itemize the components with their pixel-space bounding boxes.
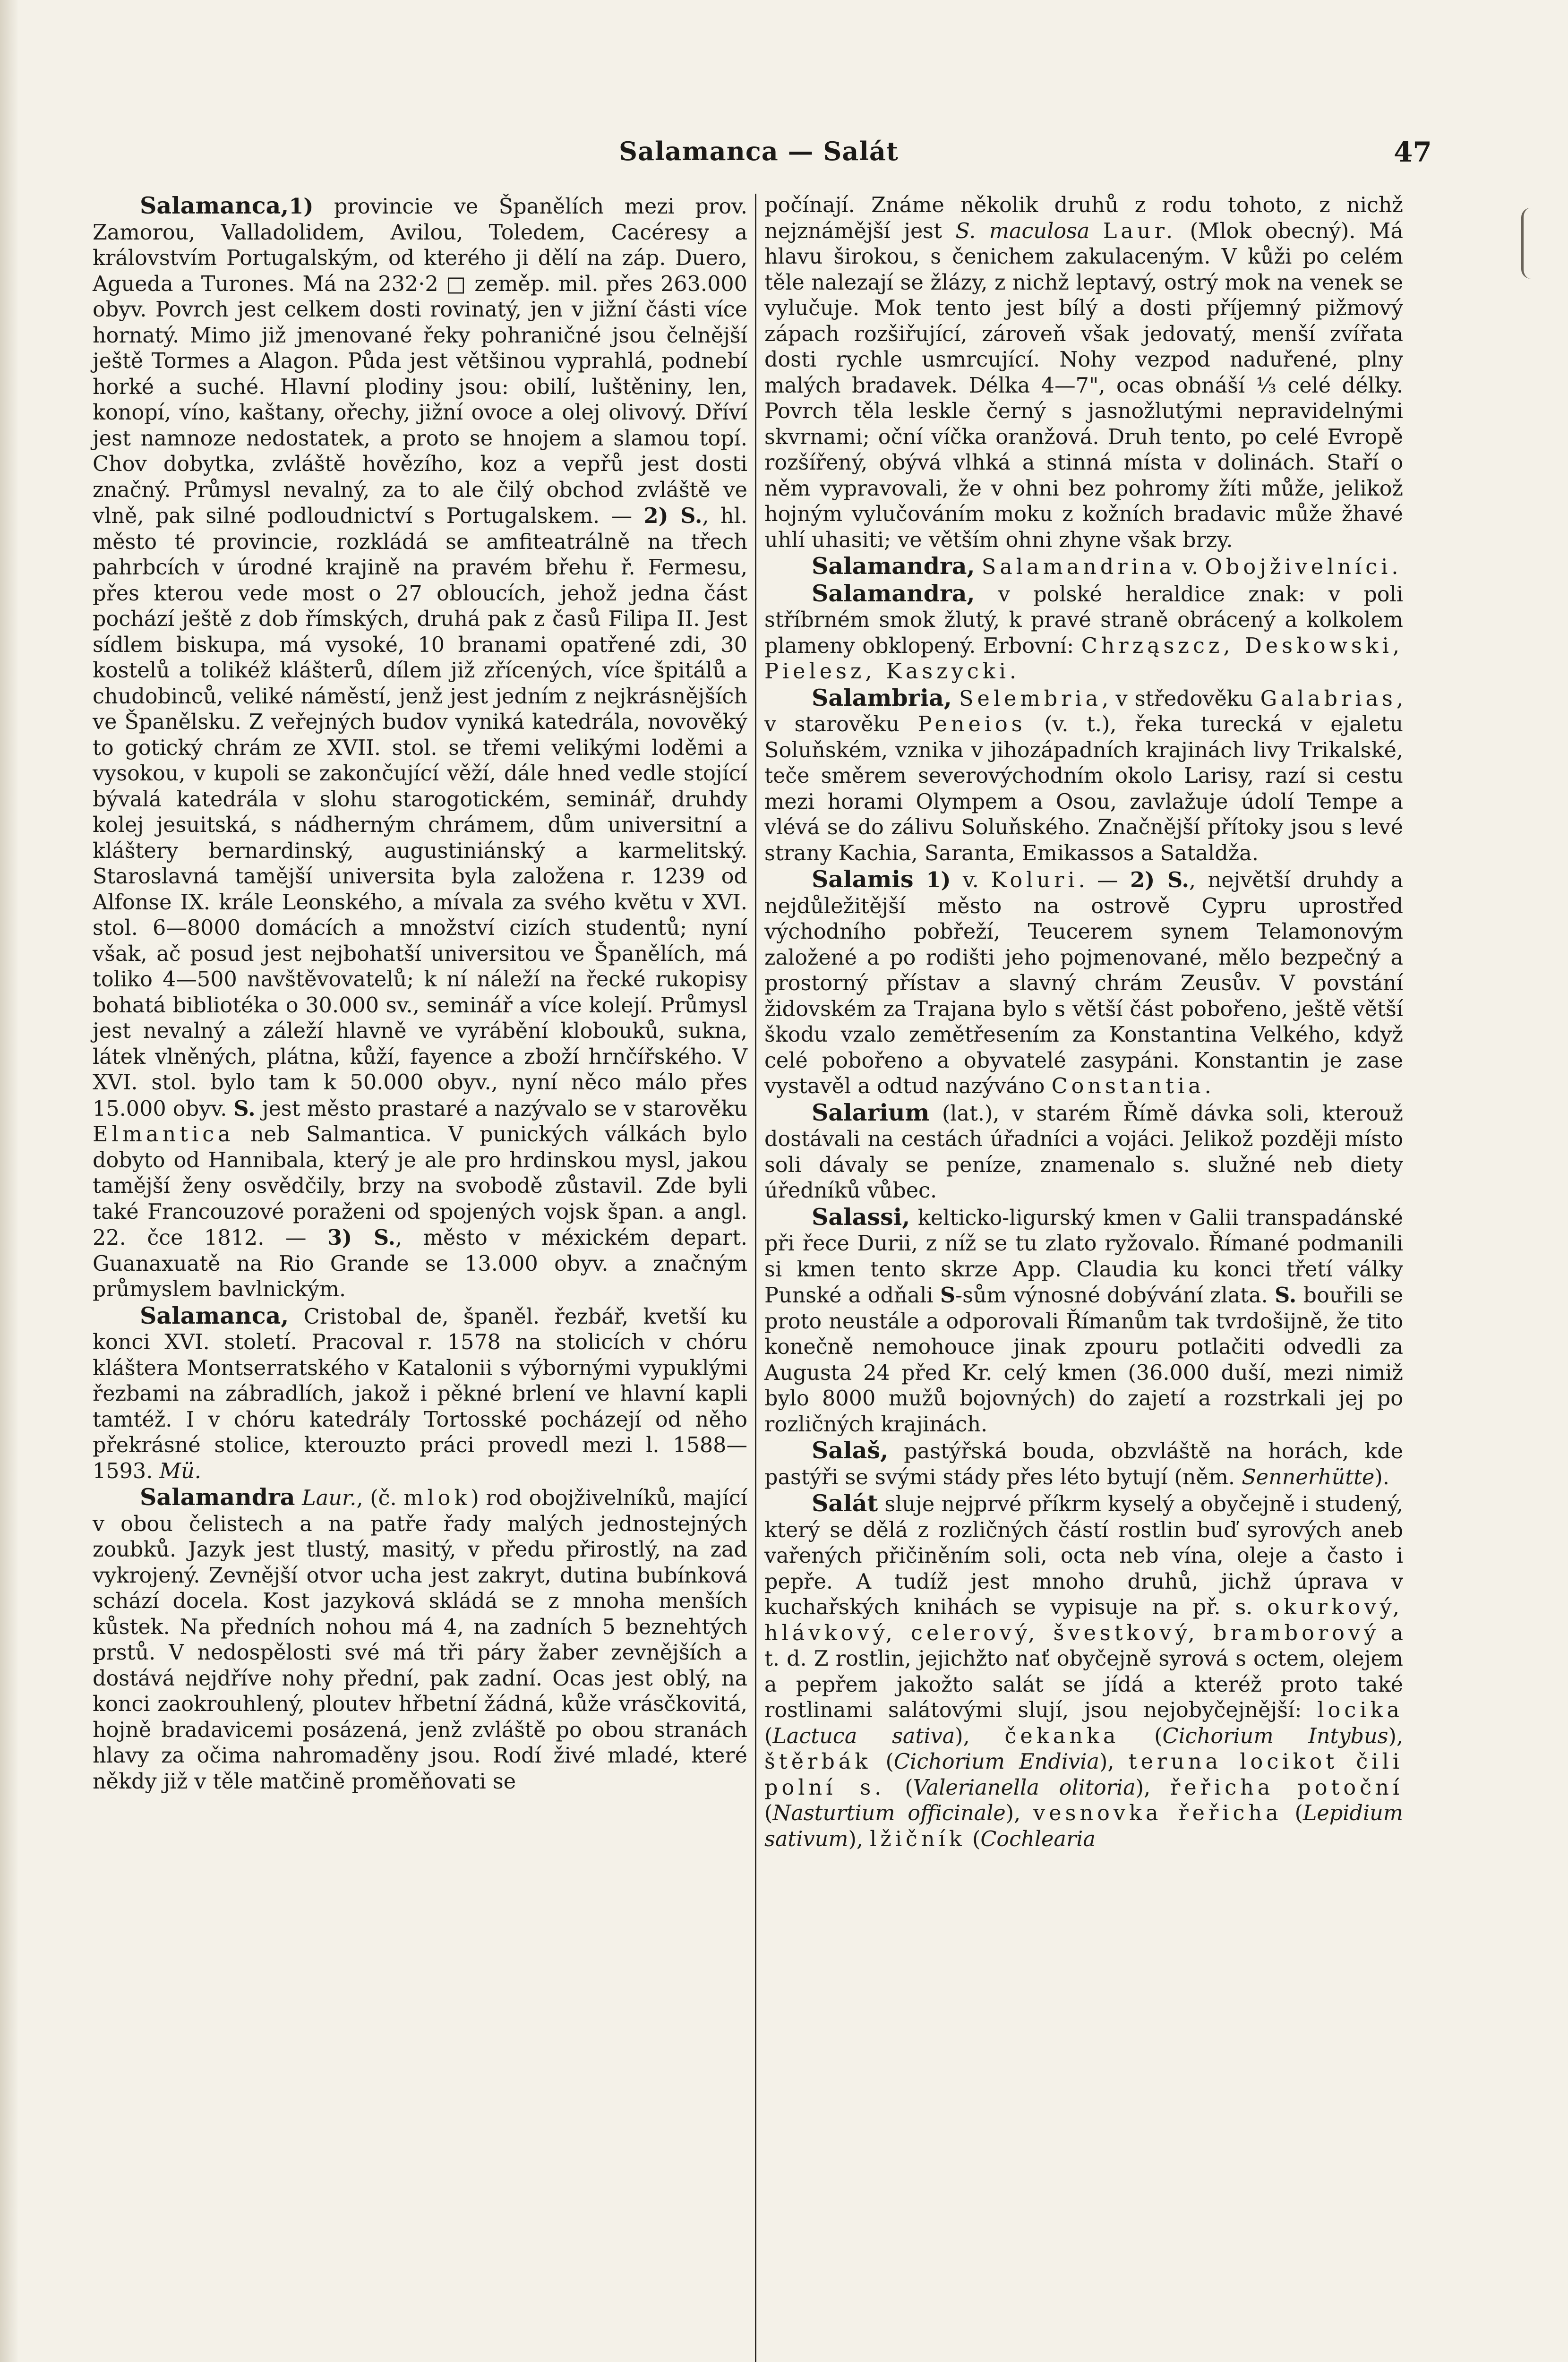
spaced-term: řeřicha potoční [1170, 1775, 1404, 1800]
entry-headword: Salambria, [812, 684, 952, 711]
entry-text: (Mlok obecný). Má hlavu širokou, s čenichem zakulaceným. V kůži po celém těle nalezají se žlázy, z nichž leptavý, ostrý mok na venek se vylučuje. Mok tento jest bílý a dosti příjemný pižmový zápach rozšiřující, zároveň však jedovatý, menší zvířata dosti rychle usmrcující. Nohy vezpod naduřené, plny malých bradavek. Délka 4—7", ocas obnáší ⅓ celé délky. Povrch těla leskle černý s jasnožlutými nepravidelnými skvrnami; oční víčka oranžová. Druh tento, po celé Evropě rozšířený, obývá vlhká a stinná místa v dolinách. Staří o něm vypravovali, že v ohni bez pohromy žíti může, jelikož hojným vylučováním moku z kožních bradavic může žhavé uhlí uhasiti; ve větším ohni zhyne však brzy. [764, 219, 1403, 552]
entry-text: jest město prastaré a nazývalo se v starověku [255, 1096, 747, 1121]
dictionary-entry [93, 193, 747, 1303]
spaced-term: Elmantica [93, 1122, 234, 1147]
margin-bracket-mark [1521, 208, 1538, 279]
dictionary-entry [764, 1490, 1403, 1852]
entry-headword: Salamandra, [812, 552, 975, 580]
latin-term: Cochlearia [980, 1827, 1096, 1851]
spaced-term: Laur. [1103, 219, 1177, 243]
spaced-term: Obojživelníci. [1205, 555, 1402, 579]
entry-text [1089, 219, 1103, 243]
spaced-term: Selembria [959, 686, 1102, 711]
entry-text: ( [871, 1750, 894, 1774]
dictionary-entry [764, 193, 1403, 553]
spaced-term: lžičník [870, 1827, 966, 1851]
entry-text: v polské heraldice znak: v poli stříbrném smok žlutý, k pravé straně obrácený a kolkolem plameny obklopený. Erbovní: [764, 582, 1403, 658]
entry-text: pastýřská bouda, obzvláště na horách, kde pastýři se svými stády přes léto bytují (něm. [764, 1439, 1403, 1489]
latin-term: Lactuca sativa [772, 1724, 955, 1748]
entry-text: a t. d. Z rostlin, jejichžto nať obyčejně syrová s octem, olejem a pepřem jakožto salát se jídá a kteréž proto také rostlinami salátovými slují, jsou nejobyčejnější: [764, 1621, 1403, 1722]
spaced-term: Peneios [917, 712, 1026, 736]
entry-text: neb Salmantica. V punických válkách bylo dobyto od Hannibala, který je ale pro hrdinskou mysl, jakou tamější ženy osvědčily, brzy na svobodě zůstavil. Zde byli také Francouzové poraženi od spojených vojsk špan. a angl. 22. čce 1812. — [93, 1122, 747, 1250]
entry-text: kelticko-ligurský kmen v Galii transpadánské při řece Durii, z níž se tu zlato ryžovalo. Římané podmanili si kmen tento skrze App. Claudia ku konci třetí války Punské a odňali [764, 1206, 1403, 1308]
entry-text: ( [885, 1775, 913, 1800]
entry-text: ), [1005, 1801, 1034, 1825]
entry-text: ), [955, 1724, 1005, 1748]
entry-text: ). [1374, 1465, 1389, 1489]
entry-text: ( [1282, 1801, 1303, 1825]
latin-term: S. maculosa [955, 219, 1090, 243]
entry-text: ), [1388, 1724, 1403, 1748]
entry-text: bouřili se proto neustále a odporovali Římanům tak tvrdošijně, že tito konečně nemohouce jinak zpouru potlačiti odvedli za Augusta 24 před Kr. celý kmen (36.000 duší, mezi nimiž bylo 8000 mužů bojovných) do zajetí a rozstrkali jej po rozličných krajinách. [764, 1284, 1404, 1437]
entry-text: provincie ve Španělích mezi prov. Zamorou, Valladolidem, Avilou, Toledem, Cacéresy a královstvím Portugalským, od kterého ji dělí na záp. Duero, Agueda a Turones. Má na 232·2 □ zeměp. mil. přes 263.000 obyv. Povrch jest celkem dosti rovinatý, jen v jižní části více hornatý. Mimo již jmenované řeky pohraničné jsou čelnější ještě Tormes a Alagon. Půda jest většinou vyprahlá, podnebí horké a suché. Hlavní plodiny jsou: obilí, luštěniny, len, konopí, víno, kaštany, ořechy, jižní ovoce a olej olivový. Dříví jest namnoze nedostatek, a proto se hnojem a slamou topí. Chov dobytka, zvláště hovězího, koz a vepřů jest dosti značný. Průmysl nevalný, za to ale čilý obchod zvláště ve vlně, pak silné podloudnictví s Portugalskem. — [93, 195, 747, 528]
sense-marker: 1) [913, 868, 951, 892]
entry-text [295, 1486, 302, 1510]
entry-text: sluje nejprvé příkrm kyselý a obyčejně i studený, který se dělá z rozličných částí rostlin buď syrových aneb vařených přičiněním soli, octa neb vína, oleje a často i pepře. A tudíž jest mnoho druhů, jichž úprava v kuchařských knihách se vypisuje na př. s. [764, 1492, 1403, 1619]
entry-text: ), [1099, 1750, 1129, 1774]
entry-text [975, 555, 982, 579]
entry-text: ) rod obojživelníků, mající v obou čelistech a na patře řady malých jednostejných zoubků. Jazyk jest tlustý, masitý, v předu přirostlý, na zad vykrojený. Zevnější otvor ucha jest zakryt, dutina bubínková schází docela. Kost jazyková skládá se z mnoha menších kůstek. Na předních nohou má 4, na zadních 5 beznehtých prstů. V nedospělosti své má tři páry žaber zevnějších a dostává nejdříve nohy přední, pak zadní. Ocas jest oblý, na konci zaokrouhlený, ploutev hřbetní žádná, kůže vrásčkovitá, hojně bradavicemi posázená, jenž zvláště po obou stranách hlavy za očima nahromaděny jsou. Rodí živé mladé, které někdy již v těle matčině proměňovati se [93, 1486, 747, 1794]
latin-term: Cichorium Intybus [1162, 1724, 1388, 1748]
entry-headword: Salamandra [140, 1483, 295, 1511]
sense-marker: S. [233, 1096, 256, 1121]
entry-text: , (č. [356, 1486, 404, 1510]
spaced-term: Constantia [1051, 1074, 1205, 1098]
latin-term: Mü. [159, 1459, 201, 1483]
entry-headword: Salát [812, 1489, 878, 1517]
right-column [764, 193, 1403, 1852]
entry-headword: Salamanca, [140, 192, 289, 219]
page-edge-shadow [0, 0, 19, 2362]
entry-text [952, 687, 959, 711]
spaced-term: mlok [403, 1486, 471, 1510]
sense-marker: S [940, 1283, 956, 1308]
spaced-term: Chrząszcz, Deskowski, Pielesz, Kaszycki. [764, 633, 1403, 684]
spaced-term: Galabrias [1260, 686, 1397, 711]
latin-term: Sennerhütte [1242, 1465, 1375, 1489]
column-divider [755, 194, 756, 2362]
spaced-term: okurkový, hlávkový, celerový, švestkový, bramborový [764, 1595, 1403, 1645]
spaced-term: Salamandrina [981, 555, 1176, 579]
sense-marker: 1) [289, 194, 314, 219]
entry-headword: Salamandra, [812, 579, 975, 607]
page-header [0, 136, 1568, 174]
entry-text: v. [1175, 555, 1205, 579]
dictionary-entry [764, 685, 1403, 867]
sense-marker: 2) S. [643, 504, 703, 528]
spaced-term: vesnovka řeřicha [1033, 1801, 1282, 1825]
entry-text: , největší druhdy a nejdůležitější město na ostrově Cypru uprostřed východního pobřeží, Teucerem synem Telamonovým založené a po rodišti jeho pojmenované, mělo bezpečný a prostorný přístav a slavný chrám Zeusův. V povstání židovském za Trajana bylo s větší část pobořeno, ještě větší škodu vzalo zemětřesením za Konstantina Velkého, když celé pobořeno a obyvatelé zasypáni. Konstantin je zase vystavěl a odtud nazýváno [764, 868, 1404, 1098]
latin-term: Cichorium Endivia [893, 1750, 1099, 1774]
dictionary-entry [93, 1303, 747, 1485]
spaced-term: štěrbák [764, 1750, 872, 1774]
latin-term: Valerianella olitoria [913, 1775, 1136, 1800]
entry-text: ), [1135, 1775, 1171, 1800]
entry-text: ( [764, 1801, 773, 1825]
sense-marker: 2) S. [1130, 868, 1190, 892]
entry-text: , hl. město té provincie, rozkládá se amfiteatrálně na třech pahrbcích v úrodné krajině na pravém břehu ř. Fermesu, přes kterou vede most o 27 obloucích, jehož jedna část pochází ještě z dob římských, druhá pak z časů Filipa II. Jest sídlem biskupa, má vysoké, 10 branami opatřené zdi, 30 kostelů a tolikéž klášterů, dílem již zřícených, více špitálů a chudobinců, veliké náměstí, jenž jest jedním z nejkrásnějších ve Španělsku. Z veřejných budov vyniká katedrála, novověký to gotický chrám ze XVII. stol. se třemi velikými loděmi a vysokou, v kupoli se zakončující věží, dále hned vedle stojící bývalá katedrála v slohu starogotickém, seminář, druhdy kolej jesuitská, s nádherným chrámem, dům universitní a kláštery bernardinský, augustiniánský a karmelitský. Staroslavná tamější universita byla založena r. 1239 od Alfonse IX. krále Leonského, a mívala za svého květu v XVI. stol. 6—8000 domácích a množství cizích studentů; nyní však, ač posud jest nejbohatší universitou ve Španělích, má toliko 4—500 navštěvovatelů; k ní náleží na řecké rukopisy bohatá bibliotéka o 30.000 sv., seminář a více kolejí. Průmysl jest nevalný a záleží hlavně ve vyrábění klobouků, sukna, látek vlněných, plátna, kůží, fayence a zboží hrnčířského. V XVI. stol. bylo tam k 50.000 obyv., nyní něco málo přes 15.000 obyv. [93, 504, 748, 1121]
entry-text: počínají. Známe několik druhů z rodu tohoto, z nichž nejznámější jest [764, 193, 1403, 243]
running-title: Salamanca — Salát [619, 136, 899, 166]
entry-text: ( [1119, 1724, 1163, 1748]
entry-text: . — [1078, 868, 1131, 892]
entry-headword: Salaš, [812, 1437, 889, 1464]
entry-headword: Salarium [812, 1098, 930, 1126]
entry-text: ( [764, 1724, 773, 1748]
entry-text: . [1204, 1074, 1211, 1098]
dictionary-entry [764, 1438, 1403, 1490]
entry-headword: Salamis [812, 865, 914, 893]
latin-term: Lepidium sativum [764, 1801, 1403, 1851]
entry-text: (lat.), v starém Římě dávka soli, kterouž dostávali na cestách úřadníci a vojáci. Jelikož později místo soli dávaly se peníze, znamenalo s. služné neb diety úředníků vůbec. [764, 1101, 1403, 1203]
entry-text: , v starověku [764, 686, 1403, 736]
dictionary-entry [93, 1484, 747, 1795]
latin-term: Nasturtium officinale [772, 1801, 1006, 1825]
latin-term: Laur. [302, 1486, 357, 1510]
dictionary-entry [764, 581, 1403, 685]
entry-text: (v. t.), řeka turecká v ejaletu Soluňském, vznika v jihozápadních krajinách livy Trikalské, teče směrem severovýchodním okolo Larisy, razí si cestu mezi horami Olympem a Osou, zavlažuje údolí Tempe a vlévá se do zálivu Soluňského. Značnější přítoky jsou s levé strany Kachia, Saranta, Emikassos a Sataldža. [764, 712, 1404, 865]
entry-text: v. [951, 868, 991, 892]
dictionary-entry [764, 553, 1403, 581]
entry-headword: Salamanca, [140, 1301, 289, 1329]
dictionary-entry [764, 1100, 1403, 1204]
sense-marker: 3) S. [327, 1225, 396, 1250]
spaced-term: locika [1317, 1698, 1403, 1722]
left-column [93, 193, 747, 1795]
sense-marker: S. [1275, 1283, 1297, 1308]
entry-text: ), [848, 1827, 870, 1851]
entry-text: Cristobal de, španěl. řezbář, kvetší ku konci XVI. století. Pracoval r. 1578 na stolicích v chóru kláštera Montserratského v Katalonii s výbornými vypuklými řezbami na zábradlích, jakož i pěkné brlení ve hlavní kapli tamtéž. I v chóru katedrály Tortosské pocházejí od něho překrásné stolice, kterouzto práci provedl mezi l. 1588—1593. [93, 1304, 747, 1483]
dictionary-entry [764, 866, 1403, 1100]
spaced-term: Koluri [991, 868, 1079, 892]
entry-headword: Salassi, [812, 1203, 910, 1231]
spaced-term: teruna locikot čili polní s. [764, 1750, 1403, 1800]
page-number: 47 [1394, 136, 1432, 168]
entry-text: , město v méxickém depart. Guanaxuatě na Rio Grande se 13.000 obyv. a značným průmyslem bavlnickým. [93, 1226, 747, 1301]
dictionary-entry [764, 1204, 1403, 1438]
entry-text: -sům výnosné dobývání zlata. [955, 1284, 1275, 1308]
entry-text: , v středověku [1102, 686, 1260, 711]
spaced-term: čekanka [1004, 1724, 1120, 1748]
entry-text: ( [965, 1827, 981, 1851]
